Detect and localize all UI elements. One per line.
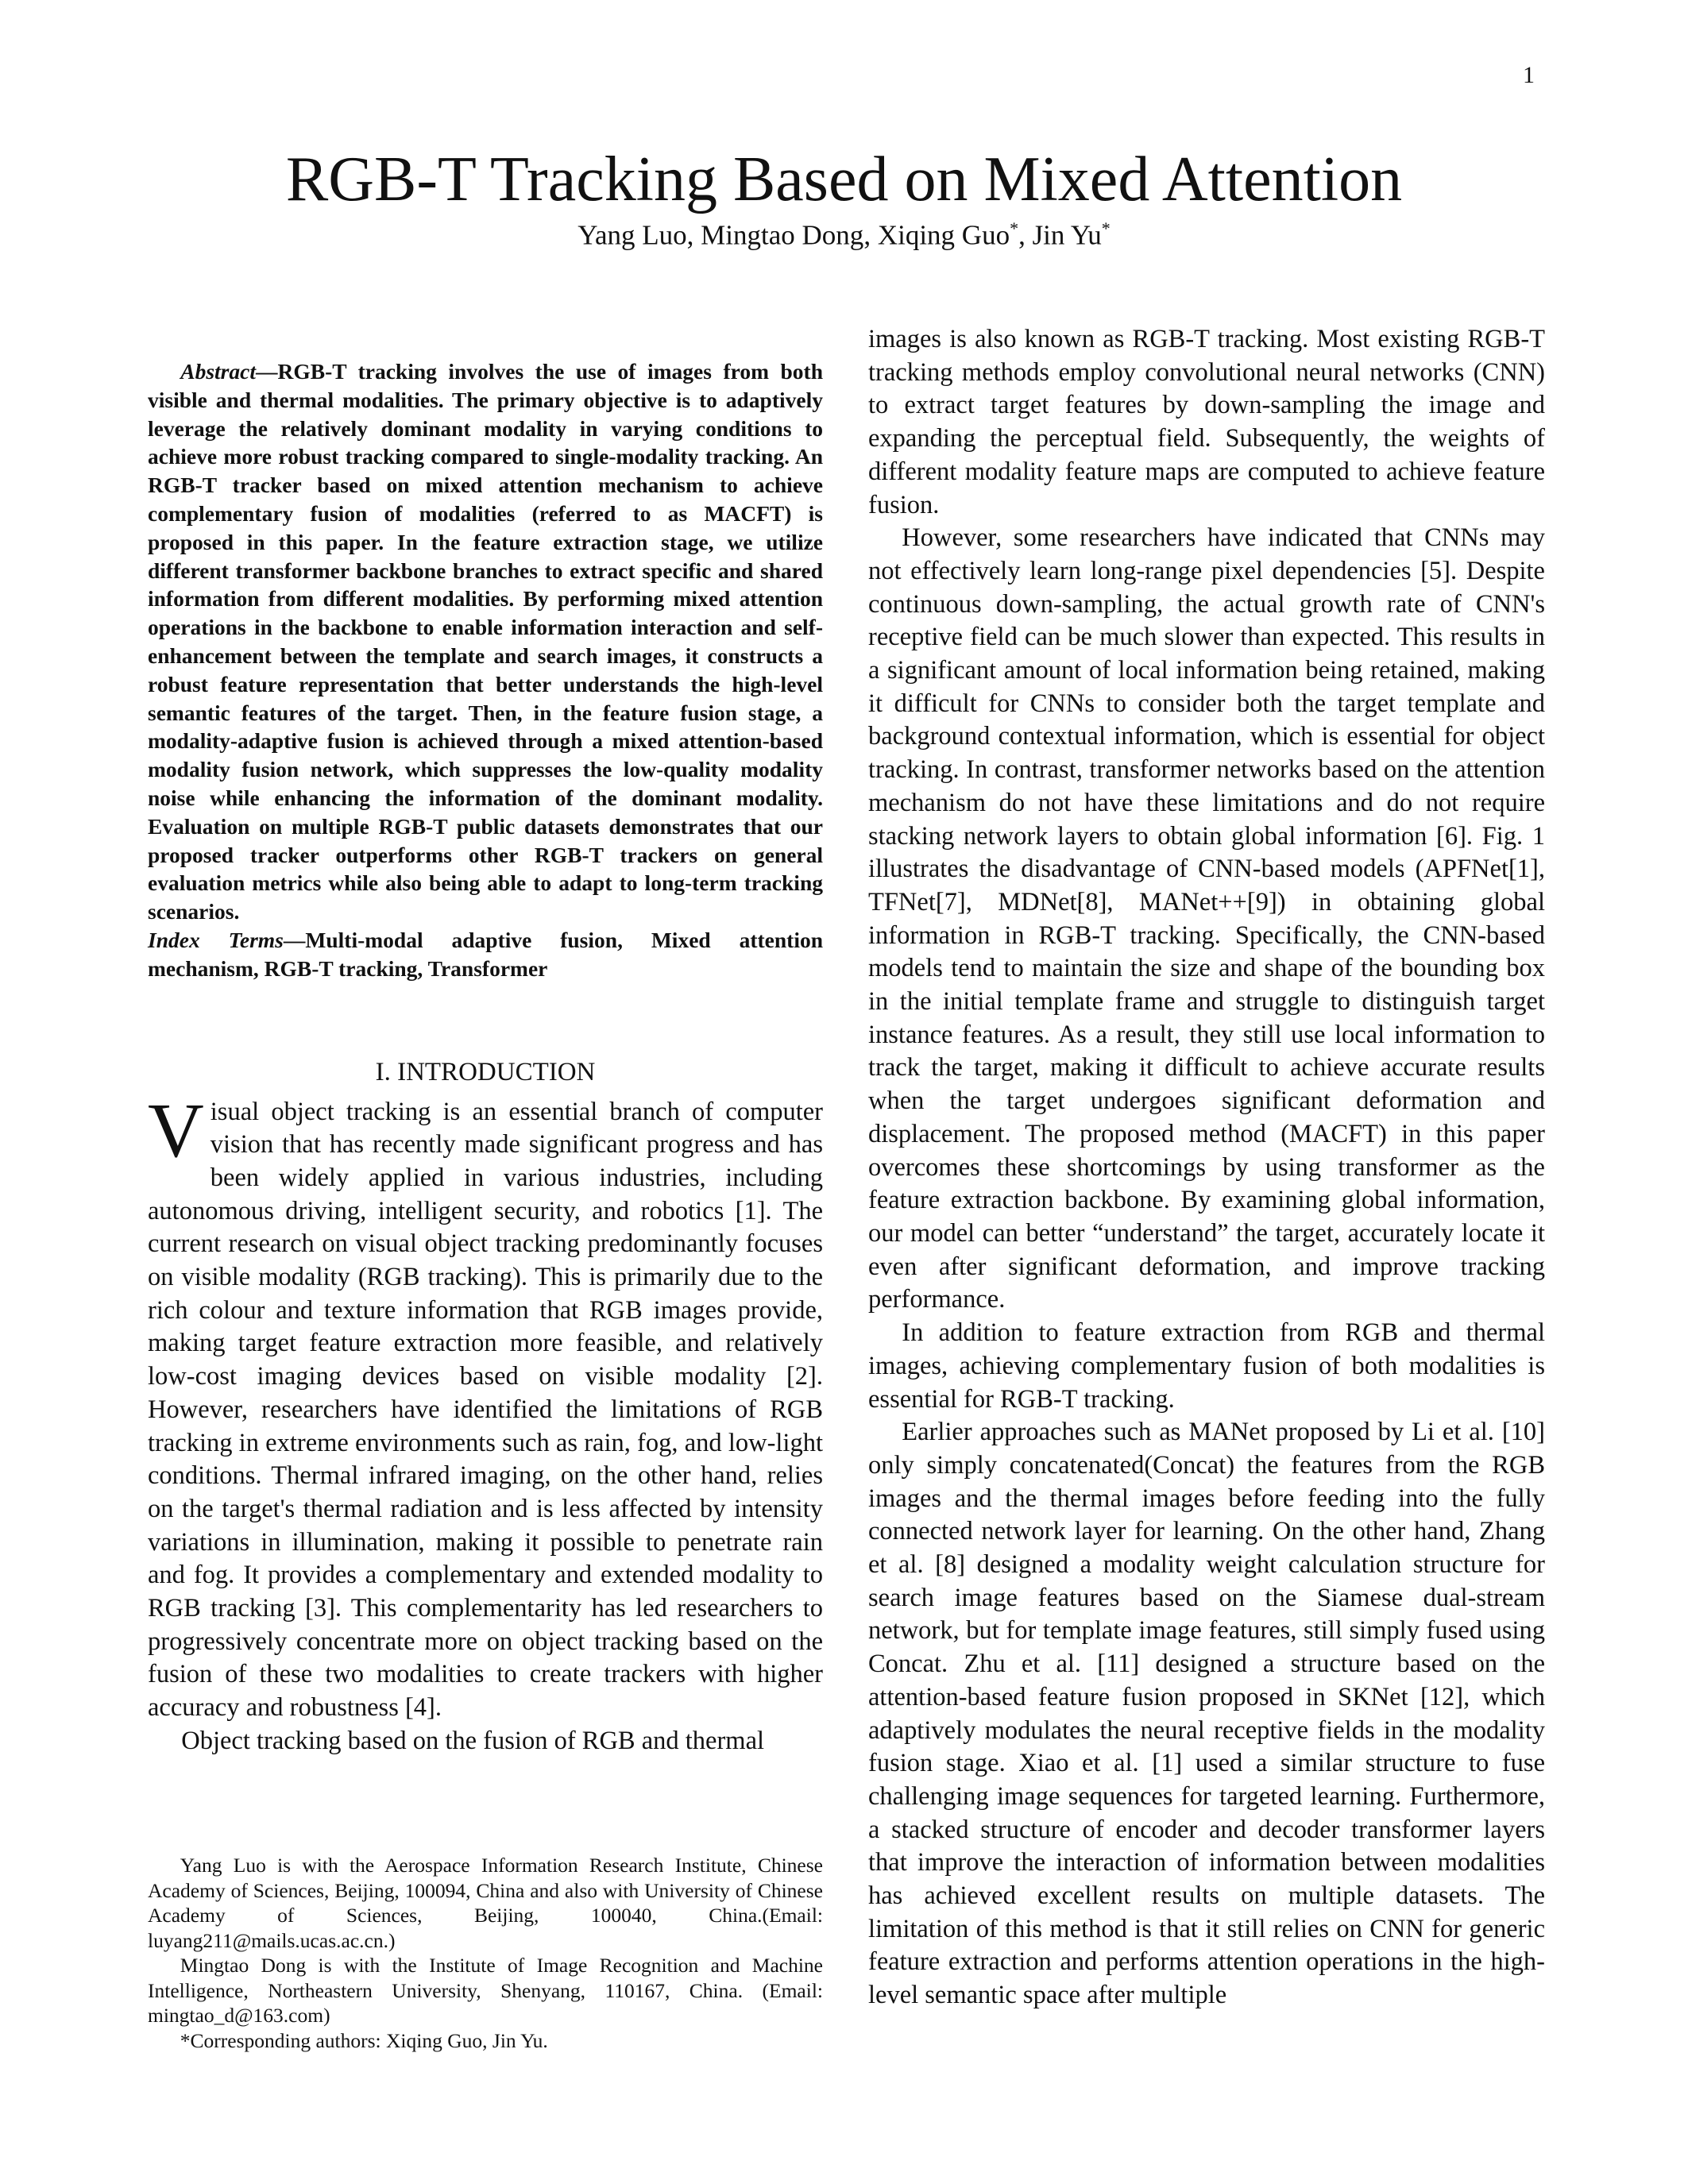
footnote: Yang Luo is with the Aerospace Information Research Institute, Chinese Academy of Sciences, Beijing, 100094, China and also with University of Chinese Academy of Sciences, Beijing, 100040, China.(Email: luyang211@mails.ucas.ac.cn.): [148, 1854, 823, 1952]
paragraph: Object tracking based on the fusion of RGB and thermal: [181, 1726, 765, 1755]
corresponding-mark: *: [1010, 218, 1019, 238]
paragraph: However, some researchers have indicated that CNNs may not effectively learn long-range pixel dependencies [5]. Despite continuous down-sampling, the actual growth rate of CNN's receptive field can be much slower than expected. This results in a significant amount of local information being retained, making it difficult for CNNs to consider both the target template and background contextual information, which is essential for object tracking. In contrast, transformer networks based on the attention mechanism do not have these limitations and do not require stacking network layers to obtain global information [6]. Fig. 1 illustrates the disadvantage of CNN-based models (APFNet[1], TFNet[7], MDNet[8], MANet++[9]) in obtaining global information in RGB-T tracking. Specifically, the CNN-based models tend to maintain the size and shape of the bounding box in the initial template frame and struggle to distinguish target instance features. As a result, they still use local information to track the target, making it difficult to achieve accurate results when the target undergoes significant deformation and displacement. The proposed method (MACFT) in this paper overcomes these shortcomings by using transformer as the feature extraction backbone. By examining global information, our model can better “understand” the target, accurately locate it even after significant deformation, and improve tracking performance.: [868, 523, 1545, 1314]
author-name: Jin Yu: [1032, 219, 1102, 251]
author-name: Xiqing Guo: [877, 219, 1010, 251]
index-terms-label: Index Terms: [148, 927, 284, 952]
paragraph: Earlier approaches such as MANet proposed by Li et al. [10] only simply concatenated(Concat) the features from the RGB images and the thermal images before feeding into the fully connected network layer for learning. On the other hand, Zhang et al. [8] designed a modality weight calculation structure for search image features based on the Siamese dual-stream network, but for template image features, still simply fused using Concat. Zhu et al. [11] designed a structure based on the attention-based feature fusion proposed in SKNet [12], which adaptively modulates the neural receptive fields in the modality fusion stage. Xiao et al. [1] used a similar structure to fuse challenging image sequences for targeted learning. Furthermore, a stacked structure of encoder and decoder transformer layers that improve the interaction of information between modalities has achieved excellent results on multiple datasets. The limitation of this method is that it still relies on CNN for generic feature extraction and performs attention operations in the high-level semantic space after multiple: [868, 1418, 1545, 2010]
right-column: [868, 323, 1545, 2012]
author-list: Yang Luo, Mingtao Dong, Xiqing Guo*, Jin Yu*: [577, 218, 1111, 251]
page-number: 1: [1523, 62, 1535, 88]
drop-cap: V: [148, 1087, 204, 1174]
abstract: Abstract—RGB-T tracking involves the use of images from both visible and thermal modalities. The primary objective is to adaptively leverage the relatively dominant modality in varying conditions to achieve more robust tracking compared to single-modality tracking. An RGB-T tracker based on mixed attention mechanism to achieve complementary fusion of modalities (referred to as MACFT) is proposed in this paper. In the feature extraction stage, we utilize different transformer backbone branches to extract specific and shared information from different modalities. By performing mixed attention operations in the backbone to enable information interaction and self-enhancement between the template and search images, it constructs a robust feature representation that better understands the high-level semantic features of the target. Then, in the feature fusion stage, a modality-adaptive fusion is achieved through a mixed attention-based modality fusion network, which suppresses the low-quality modality noise while enhancing the information of the dominant modality. Evaluation on multiple RGB-T public datasets demonstrates that our proposed tracker outperforms other RGB-T trackers on general evaluation metrics while also being able to adapt to long-term tracking scenarios.: [148, 359, 823, 924]
footnote: *Corresponding authors: Xiqing Guo, Jin Yu.: [180, 2028, 548, 2052]
footnotes: [148, 1853, 823, 2053]
paper-title: RGB-T Tracking Based on Mixed Attention: [285, 145, 1403, 214]
paragraph: images is also known as RGB-T tracking. Most existing RGB-T tracking methods employ convolutional neural networks (CNN) to extract target features by down-sampling the image and expanding the perceptual field. Subsequently, the weights of different modality feature maps are computed to achieve feature fusion.: [868, 325, 1545, 519]
paragraph: Visual object tracking is an essential branch of computer vision that has recently made significant progress and has been widely applied in various industries, including autonomous driving, intelligent security, and robotics [1]. The current research on visual object tracking predominantly focuses on visible modality (RGB tracking). This is primarily due to the rich colour and texture information that RGB images provide, making target feature extraction more feasible, and relatively low-cost imaging devices based on visible modality [2]. However, researchers have identified the limitations of RGB tracking in extreme environments such as rain, fog, and low-light conditions. Thermal infrared imaging, on the other hand, relies on the target's thermal radiation and is less affected by intensity variations in illumination, making it possible to penetrate rain and fog. It provides a complementary and extended modality to RGB tracking [3]. This complementarity has led researchers to progressively concentrate more on object tracking based on the fusion of these two modalities to create trackers with higher accuracy and robustness [4].: [148, 1087, 823, 1723]
left-column: [148, 357, 823, 1758]
author-name: Mingtao Dong: [701, 219, 864, 251]
abstract-text: RGB-T tracking involves the use of images from both visible and thermal modalities. The primary objective is to adaptively leverage the relatively dominant modality in varying conditions to achieve more robust tracking compared to single-modality tracking. An RGB-T tracker based on mixed attention mechanism to achieve complementary fusion of modalities (referred to as MACFT) is proposed in this paper. In the feature extraction stage, we utilize different transformer backbone branches to extract specific and shared information from different modalities. By performing mixed attention operations in the backbone to enable information interaction and self-enhancement between the template and search images, it constructs a robust feature representation that better understands the high-level semantic features of the target. Then, in the feature fusion stage, a modality-adaptive fusion is achieved through a mixed attention-based modality fusion network, which suppresses the low-quality modality noise while enhancing the information of the dominant modality. Evaluation on multiple RGB-T public datasets demonstrates that our proposed tracker outperforms other RGB-T trackers on general evaluation metrics while also being able to adapt to long-term tracking scenarios.: [148, 359, 823, 924]
index-terms: Index Terms—Multi-modal adaptive fusion, Mixed attention mechanism, RGB-T tracking, Transformer: [148, 927, 824, 981]
index-terms-text: Multi-modal adaptive fusion, Mixed attention mechanism, RGB-T tracking, Transformer: [148, 927, 824, 981]
abstract-label: Abstract: [180, 359, 256, 384]
footnote: Mingtao Dong is with the Institute of Image Recognition and Machine Intelligence, Northeastern University, Shenyang, 110167, China. (Email: mingtao_d@163.com): [148, 1954, 823, 2027]
paragraph: In addition to feature extraction from RGB and thermal images, achieving complementary fusion of both modalities is essential for RGB-T tracking.: [868, 1318, 1545, 1414]
corresponding-mark: *: [1101, 218, 1111, 238]
section-heading: I. INTRODUCTION: [375, 1057, 596, 1086]
author-name: Yang Luo: [577, 219, 687, 251]
